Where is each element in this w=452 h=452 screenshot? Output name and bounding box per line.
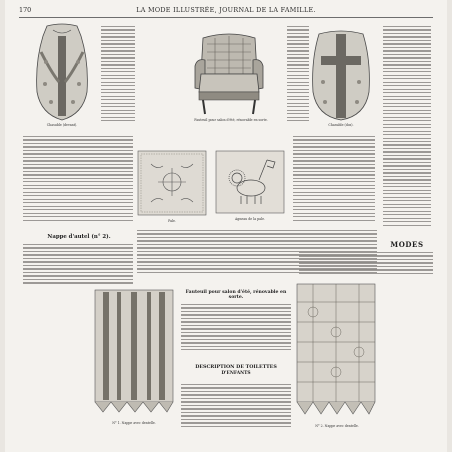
text-block-description <box>181 384 291 432</box>
magazine-page <box>5 0 447 452</box>
nappe-heading: Nappe d'autel (n° 2). <box>47 234 111 240</box>
pale-figure <box>137 150 207 216</box>
lamb-figure <box>215 150 285 214</box>
armchair-figure <box>193 30 265 116</box>
modes-heading: MODES <box>390 240 424 249</box>
text-column-top-left <box>101 26 135 126</box>
lace-nappe-left-figure <box>93 288 175 420</box>
chasuble-back-caption: Chasuble (dos). <box>328 123 354 127</box>
lace-nappe-left-caption: N° 1. Nappe avec dentelle. <box>112 421 156 425</box>
header-rule <box>19 17 433 18</box>
lace-nappe-right-figure <box>293 282 379 422</box>
text-block-modes <box>299 252 433 280</box>
text-column-right <box>383 26 431 236</box>
armchair-caption: Fauteuil pour salon d'été, rénovable en sorte. <box>194 118 268 122</box>
lamb-caption: Agneau de la pale. <box>235 217 265 221</box>
running-title: LA MODE ILLUSTRÉE, JOURNAL DE LA FAMILLE. <box>136 6 316 14</box>
description-heading: DESCRIPTION DE TOILETTES <box>195 364 277 370</box>
pale-caption: Pale. <box>168 219 176 223</box>
chasuble-front-figure <box>31 22 93 122</box>
chasuble-back-figure <box>309 30 373 122</box>
lace-nappe-right-caption: N° 2. Nappe avec dentelle. <box>315 424 359 428</box>
text-block-fauteuil <box>181 304 291 356</box>
text-block-left-2 <box>23 244 133 288</box>
fauteuil-heading: Fauteuil pour salon d'été, rénovable en sorte. <box>185 290 287 300</box>
description-subheading: D'ENFANTS <box>221 371 251 376</box>
text-block-left-1 <box>23 136 133 230</box>
text-column-top-right <box>287 26 309 126</box>
text-column-mid-right <box>293 136 375 228</box>
page-number: 170 <box>19 6 32 14</box>
chasuble-front-caption: Chasuble (devant). <box>46 123 78 127</box>
